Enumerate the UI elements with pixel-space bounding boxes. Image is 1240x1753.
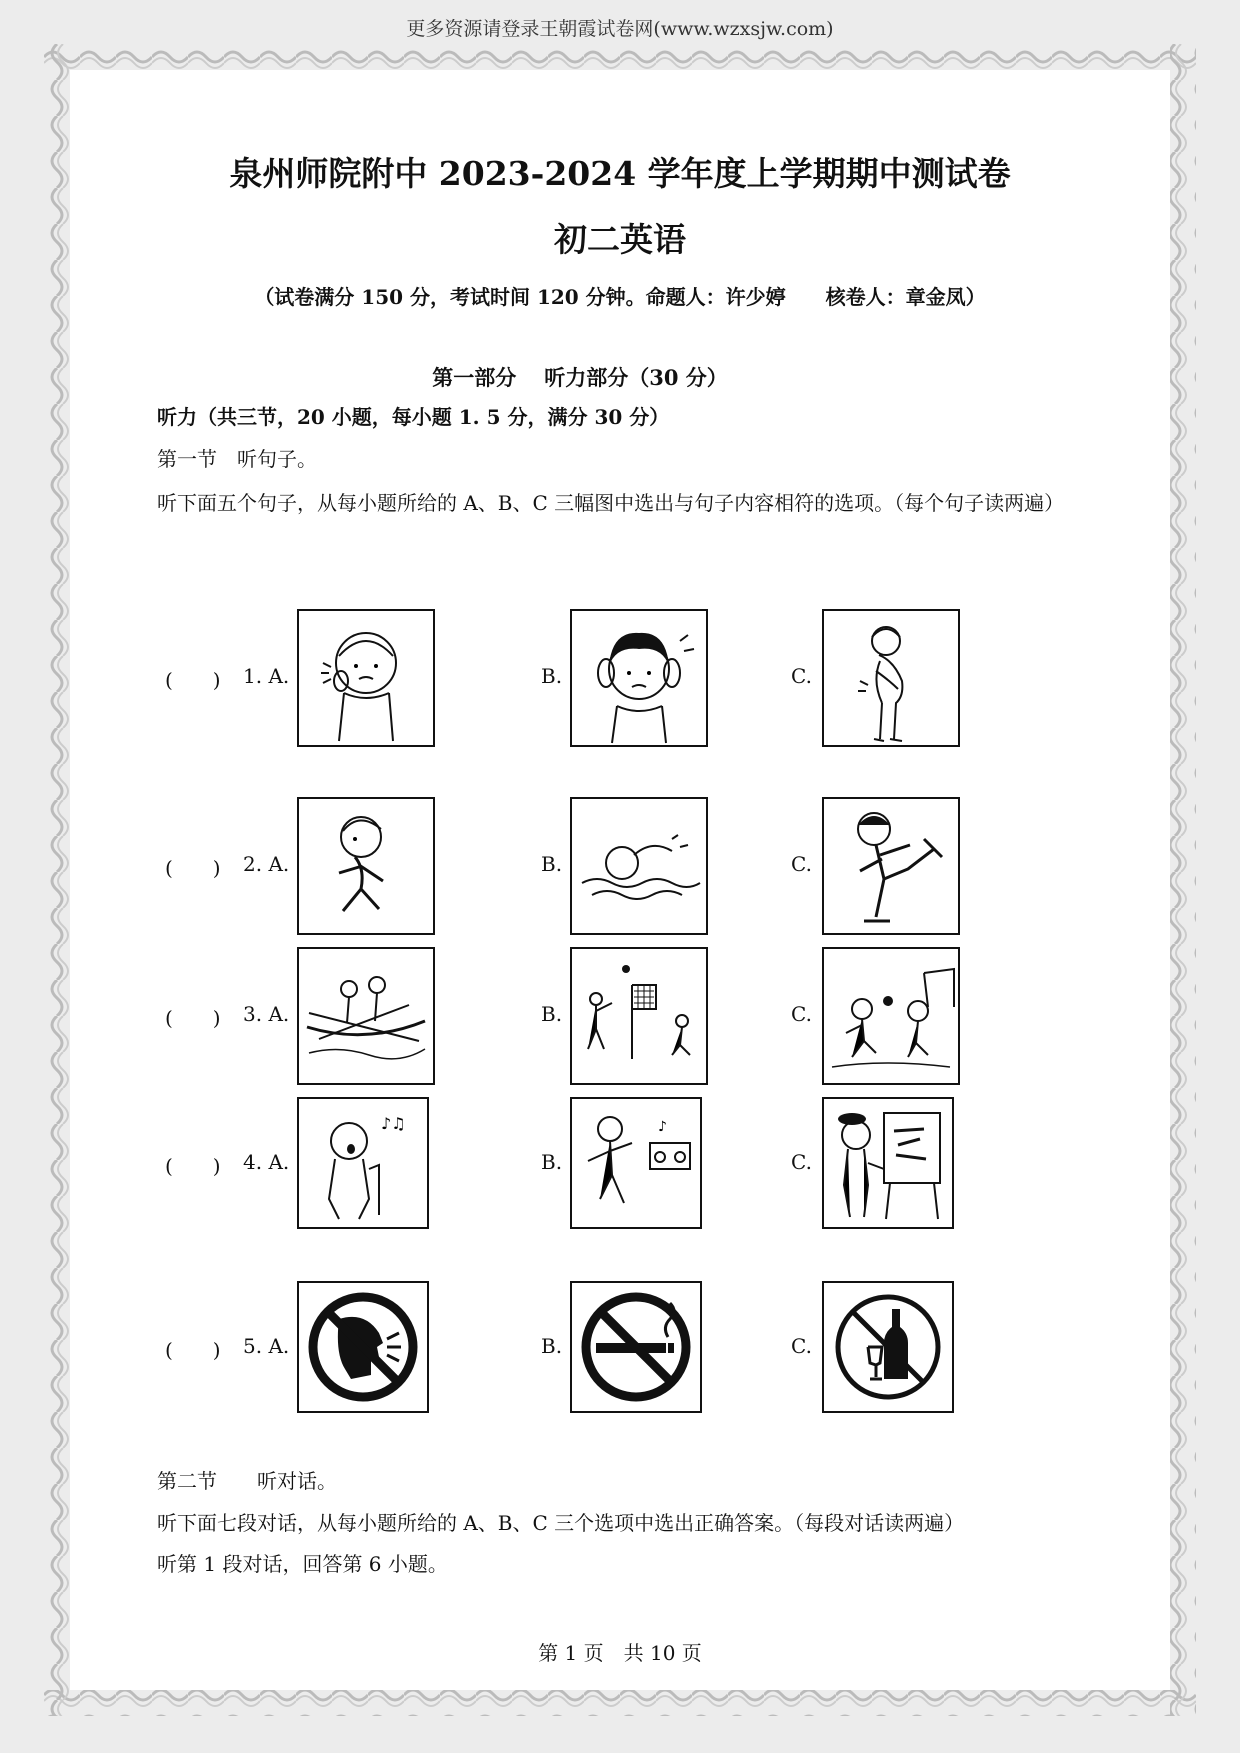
- top-banner: 更多资源请登录王朝霞试卷网(www.wzxsjw.com): [406, 18, 834, 40]
- soccer-icon[interactable]: [822, 947, 960, 1085]
- exam-title: 泉州师院附中 2023-2024 学年度上学期期中测试卷: [229, 154, 1011, 193]
- answer-paren[interactable]: ( ): [165, 668, 221, 692]
- answer-paren[interactable]: ( ): [165, 1006, 221, 1030]
- headache-icon[interactable]: [570, 609, 708, 747]
- no-talking-icon[interactable]: [297, 1281, 429, 1413]
- answer-paren[interactable]: ( ): [165, 1338, 221, 1362]
- page-footer: 第 1 页 共 10 页: [538, 1641, 702, 1665]
- option-c-label: C.: [791, 852, 812, 876]
- exam-info: （试卷满分 150 分，考试时间 120 分钟。命题人：许少婷 核卷人：章金凤）: [254, 285, 986, 309]
- volleyball-icon[interactable]: [570, 947, 708, 1085]
- part-one-label: 第一部分: [432, 365, 517, 390]
- option-c-label: C.: [791, 1334, 812, 1358]
- svg-text:♪: ♪: [658, 1119, 667, 1135]
- no-smoking-icon[interactable]: [570, 1281, 702, 1413]
- section-two-instruction: 听下面七段对话，从每小题所给的 A、B、C 三个选项中选出正确答案。（每段对话读两遍）: [157, 1511, 965, 1535]
- section-one-instruction: 听下面五个句子，从每小题所给的 A、B、C 三幅图中选出与句子内容相符的选项。（每个句子读两遍）: [157, 491, 1065, 515]
- section-two-title: 第二节 听对话。: [157, 1469, 337, 1493]
- singing-icon[interactable]: [297, 1097, 429, 1229]
- option-c-label: C.: [791, 1002, 812, 1026]
- question-number: 2. A.: [243, 852, 290, 876]
- painting-icon[interactable]: [822, 1097, 954, 1229]
- skating-icon[interactable]: [822, 797, 960, 935]
- option-c-label: C.: [791, 664, 812, 688]
- part-one-name: 听力部分（30 分）: [544, 365, 728, 390]
- question-number: 1. A.: [243, 664, 290, 688]
- dancing-icon[interactable]: [570, 1097, 702, 1229]
- toothache-icon[interactable]: [297, 609, 435, 747]
- svg-text:♪♫: ♪♫: [381, 1114, 406, 1133]
- question-number: 5. A.: [243, 1334, 290, 1358]
- no-drinking-icon[interactable]: [822, 1281, 954, 1413]
- option-b-label: B.: [541, 852, 563, 876]
- swimming-icon[interactable]: [570, 797, 708, 935]
- part-one-heading: [0, 362, 1160, 392]
- first-dialog-note: 听第 1 段对话，回答第 6 小题。: [157, 1552, 448, 1576]
- running-icon[interactable]: [297, 797, 435, 935]
- option-b-label: B.: [541, 1002, 563, 1026]
- option-b-label: B.: [541, 664, 563, 688]
- exam-subject: 初二英语: [554, 220, 686, 259]
- answer-paren[interactable]: ( ): [165, 856, 221, 880]
- rowing-icon[interactable]: [297, 947, 435, 1085]
- section-one-title: 第一节 听句子。: [157, 447, 317, 471]
- stomachache-icon[interactable]: [822, 609, 960, 747]
- listening-intro: 听力（共三节，20 小题，每小题 1. 5 分，满分 30 分）: [157, 405, 670, 429]
- question-number: 4. A.: [243, 1150, 290, 1174]
- option-b-label: B.: [541, 1334, 563, 1358]
- answer-paren[interactable]: ( ): [165, 1154, 221, 1178]
- option-b-label: B.: [541, 1150, 563, 1174]
- question-number: 3. A.: [243, 1002, 290, 1026]
- option-c-label: C.: [791, 1150, 812, 1174]
